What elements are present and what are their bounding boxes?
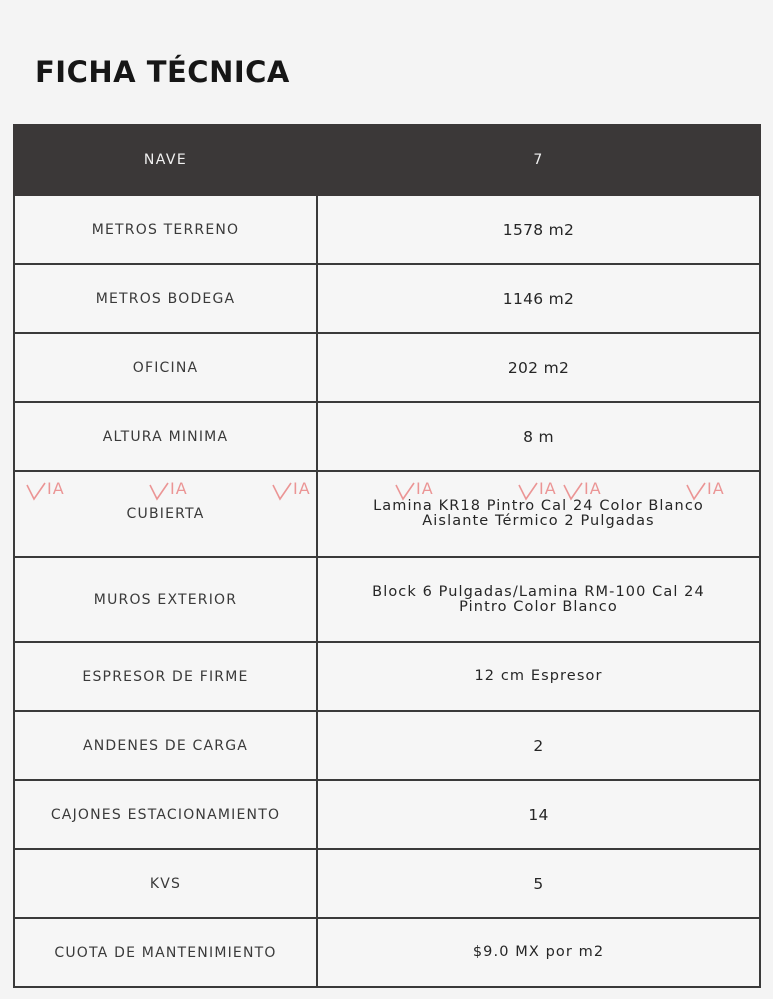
- watermark-text: IA: [416, 479, 434, 498]
- table-row: [14, 333, 760, 402]
- watermark-text: IA: [293, 479, 311, 498]
- spec-table: [13, 124, 761, 988]
- row-value-line: Lamina KR18 Pintro Cal 24 Color Blanco: [373, 498, 704, 514]
- header-label: NAVE: [14, 125, 317, 195]
- row-value: 8 m: [317, 402, 760, 471]
- row-label: ANDENES DE CARGA: [14, 711, 317, 780]
- row-label: OFICINA: [14, 333, 317, 402]
- row-label: KVS: [14, 849, 317, 918]
- table-row: [14, 849, 760, 918]
- watermark-text: IA: [539, 479, 557, 498]
- row-value: 14: [317, 780, 760, 849]
- watermark-text: IA: [47, 479, 65, 498]
- row-value: $9.0 MX por m2: [317, 918, 760, 987]
- row-value: 5: [317, 849, 760, 918]
- row-label: CUOTA DE MANTENIMIENTO: [14, 918, 317, 987]
- row-label: MUROS EXTERIOR: [14, 557, 317, 642]
- row-value-line: Block 6 Pulgadas/Lamina RM-100 Cal 24: [372, 583, 705, 600]
- row-value: [317, 471, 760, 557]
- table-header-row: [14, 125, 760, 195]
- table-row: [14, 780, 760, 849]
- table-row: [14, 557, 760, 642]
- row-value: 1146 m2: [317, 264, 760, 333]
- row-label: CUBIERTA: [14, 471, 317, 557]
- table-row: [14, 711, 760, 780]
- watermark-text: IA: [170, 479, 188, 498]
- table-row: [14, 918, 760, 987]
- header-value: 7: [317, 125, 760, 195]
- page-title: FICHA TÉCNICA: [35, 55, 290, 89]
- row-value: 202 m2: [317, 333, 760, 402]
- row-value: 2: [317, 711, 760, 780]
- row-value: [317, 557, 760, 642]
- table-row: [14, 264, 760, 333]
- row-label: ESPRESOR DE FIRME: [14, 642, 317, 711]
- watermark-text: IA: [707, 479, 725, 498]
- row-value: 12 cm Espresor: [317, 642, 760, 711]
- row-label: METROS TERRENO: [14, 195, 317, 264]
- row-value-line: Pintro Color Blanco: [459, 598, 618, 615]
- table-row: [14, 402, 760, 471]
- watermark-text: IA: [584, 479, 602, 498]
- row-value: 1578 m2: [317, 195, 760, 264]
- row-value-line: Aislante Térmico 2 Pulgadas: [422, 513, 655, 529]
- row-label: CAJONES ESTACIONAMIENTO: [14, 780, 317, 849]
- table-row: [14, 471, 760, 557]
- table-row: [14, 195, 760, 264]
- row-label: ALTURA MINIMA: [14, 402, 317, 471]
- row-label: METROS BODEGA: [14, 264, 317, 333]
- table-row: [14, 642, 760, 711]
